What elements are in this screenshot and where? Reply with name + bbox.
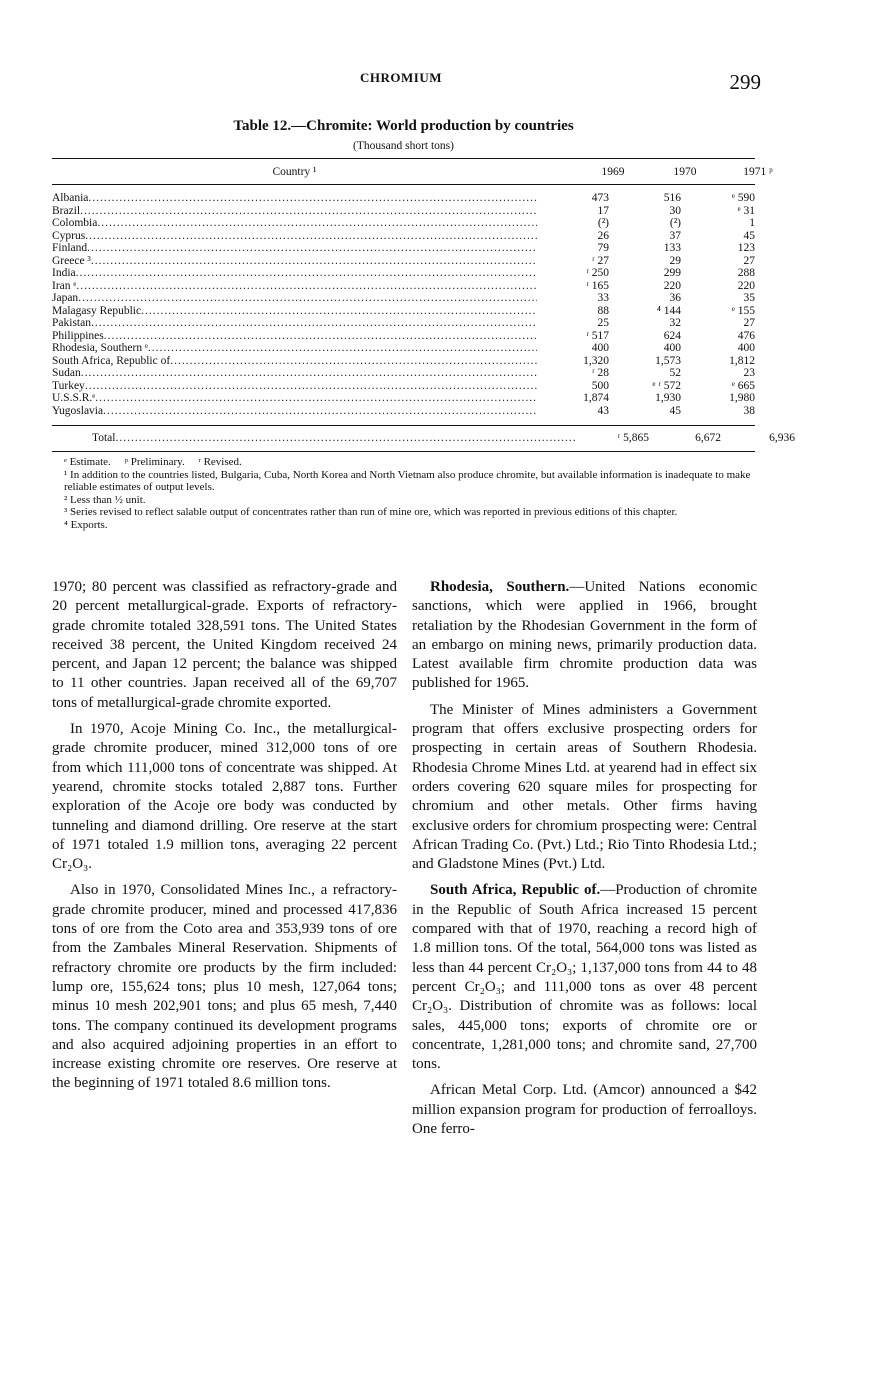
value-cell-1969: ʳ 517 — [586, 329, 609, 342]
value-cell-1971: 476 — [737, 329, 755, 342]
value-cell-1969: ʳ 28 — [592, 367, 609, 379]
country-cell: U.S.S.R.ᵉ ..... — [52, 392, 537, 405]
paragraph: African Metal Corp. Ltd. (Amcor) announced a $42 million expansion program for production of ferroalloys. One ferro- — [412, 1082, 757, 1138]
value-cell-1970: ᵉ ʳ 572 — [652, 379, 681, 392]
footnote-2: ² Less than ½ unit. — [64, 493, 146, 506]
table-row — [52, 267, 755, 280]
table-row — [52, 280, 755, 293]
production-table — [52, 158, 795, 452]
table-row — [52, 305, 755, 318]
country-cell: Japan ..... — [52, 292, 537, 305]
running-head: CHROMIUM — [360, 70, 442, 85]
table-row — [52, 330, 755, 343]
value-cell-1971: ᵉ 31 — [737, 204, 755, 217]
value-cell-1971: 45 — [743, 229, 755, 242]
footnote-1: ¹ In addition to the countries listed, Bulgaria, Cuba, North Korea and North Vietnam also produce chromite, but available information is inadequate to make reliable estimates of output levels. — [64, 468, 751, 493]
value-cell-1971: 38 — [743, 404, 755, 417]
paragraph: South Africa, Republic of.—Production of chromite in the Republic of South Africa increased 15 percent compared with that of 1970, reaching a record high of 1.8 million tons. Of the total, 564,000 tons was listed as less than 44 percent Cr₂O₃; 1,137,000 tons from 44 to 48 percent Cr₂O₃; and 111,000 tons as over 48 percent Cr₂O₃. Distribution of chromite was as follows: local sales, 445,000 tons; exports of chromite ore or concentrate, 1,281,000 tons; and chromite sand, 27,700 tons. — [412, 882, 757, 1073]
table-row — [52, 192, 755, 205]
value-cell-1970: 30 — [669, 204, 681, 217]
value-cell-1969: 25 — [597, 317, 609, 329]
value-cell-1970: 1,573 — [655, 354, 681, 367]
value-cell-1970: 29 — [669, 254, 681, 267]
country-cell: Sudan ..... — [52, 367, 537, 380]
value-cell-1970: 516 — [663, 192, 681, 204]
country-cell: Finland ..... — [52, 242, 537, 255]
table-row — [52, 205, 755, 218]
value-cell-1969: 500 — [591, 379, 609, 392]
value-cell-1969: ʳ 27 — [592, 254, 609, 267]
page-number: 299 — [729, 70, 761, 94]
table-row — [52, 217, 755, 230]
left-column — [52, 578, 397, 1101]
total-label: Total ..... — [52, 432, 577, 445]
right-column — [412, 578, 757, 1146]
country-cell: Turkey ..... — [52, 380, 537, 393]
value-cell-1969: 473 — [591, 192, 609, 204]
table-row — [52, 392, 755, 405]
value-cell-1971: 400 — [737, 342, 755, 354]
table-row — [52, 292, 755, 305]
table-subtitle: (Thousand short tons) — [353, 140, 454, 152]
value-cell-1971: 27 — [743, 317, 755, 329]
value-cell-1971: 35 — [743, 292, 755, 304]
value-cell-1969: 33 — [597, 292, 609, 304]
paragraph: The Minister of Mines administers a Government program that offers exclusive prospecting orders for prospecting in certain areas of Southern Rhodesia. Rhodesia Chrome Mines Ltd. at yearend had in effect six orders covering 620 square miles for prospecting for chromium and other metals. Other firms having exclusive orders for chromium prospecting were: Central African Trading Co. (Pvt.) Ltd.; Rio Tinto Rhodesia Ltd.; and Gladstone Mines (Pvt.) Ltd. — [412, 701, 757, 873]
table-title: Table 12.—Chromite: World production by countries — [233, 118, 574, 134]
country-cell: South Africa, Republic of ..... — [52, 355, 537, 368]
value-cell-1969: (²) — [597, 217, 609, 229]
country-cell: Yugoslavia ..... — [52, 405, 537, 418]
paragraph: Also in 1970, Consolidated Mines Inc., a refractory-grade chromite producer, mined and processed 417,836 tons of ore from the Coto area and 353,939 tons of ore from the Zambales Mineral Reservation. Shipments of refractory chromite ore products by the firm included: lump ore, 155,624 tons; plus 10 mesh, 127,064 tons; minus 10 mesh 202,901 tons; and plus 65 mesh, 7,440 tons. The company continued its development programs and also acquired adjoining properties in an effort to increase existing chromite ore reserves. Ore reserve at the beginning of 1971 totaled 8.6 million tons. — [52, 882, 397, 1092]
value-cell-1971: 23 — [743, 367, 755, 379]
total-1971: 6,936 — [769, 432, 795, 444]
table-row — [52, 255, 755, 268]
value-cell-1971: 27 — [743, 254, 755, 267]
value-cell-1970: 400 — [663, 342, 681, 354]
value-cell-1970: 32 — [669, 317, 681, 329]
section-heading: Rhodesia, Southern. — [430, 579, 570, 595]
value-cell-1970: 299 — [663, 267, 681, 279]
country-cell: Albania ..... — [52, 192, 537, 205]
footnote-3: ³ Series revised to reflect salable output of concentrates rather than run of mine ore, which was reported in previous editions of this chapter. — [64, 506, 678, 518]
country-cell: Malagasy Republic ..... — [52, 305, 537, 318]
country-cell: India ..... — [52, 267, 537, 280]
value-cell-1971: 1 — [749, 217, 755, 229]
table-row — [52, 380, 755, 393]
paragraph: In 1970, Acoje Mining Co. Inc., the metallurgical-grade chromite producer, mined 312,000 tons of ore from which 111,000 tons of concentrate was shipped. At yearend, chromite stocks totaled 2,887 tons. Further exploration of the Acoje ore body was conducted by tunneling and diamond drilling. Ore reserve at the start of 1971 totaled 1.9 million tons, averaging 22 percent Cr₂O₃. — [52, 721, 397, 873]
value-cell-1971: 220 — [737, 279, 755, 292]
table-row — [52, 242, 755, 255]
table-row — [52, 367, 755, 380]
value-cell-1971: 288 — [737, 267, 755, 279]
value-cell-1970: 52 — [669, 367, 681, 379]
country-cell: Iran ᵉ ..... — [52, 280, 537, 293]
country-cell: Pakistan ..... — [52, 317, 537, 330]
value-cell-1969: 1,874 — [583, 392, 609, 404]
header-1971: 1971 ᵖ — [743, 165, 773, 178]
value-cell-1971: 1,812 — [729, 354, 755, 367]
value-cell-1969: 400 — [591, 342, 609, 354]
header-country: Country ¹ — [272, 165, 317, 178]
table-total-row — [52, 425, 795, 452]
value-cell-1970: 36 — [669, 292, 681, 304]
value-cell-1970: 37 — [669, 229, 681, 242]
value-cell-1969: ʳ 165 — [586, 279, 609, 292]
value-cell-1970: 220 — [663, 279, 681, 292]
value-cell-1970: 45 — [669, 404, 681, 417]
country-cell: Greece ³ ..... — [52, 255, 537, 268]
value-cell-1970: 133 — [663, 242, 681, 254]
country-cell: Colombia ..... — [52, 217, 537, 230]
value-cell-1970: 624 — [663, 329, 681, 342]
value-cell-1971: 123 — [737, 242, 755, 254]
country-cell: Rhodesia, Southern ᵉ ..... — [52, 342, 537, 355]
table-row — [52, 230, 755, 243]
total-1969: ʳ 5,865 — [617, 432, 649, 444]
value-cell-1971: 1,980 — [729, 392, 755, 404]
country-cell: Philippines ..... — [52, 330, 537, 343]
value-cell-1969: 43 — [597, 404, 609, 417]
table-footnotes — [52, 456, 757, 531]
table-row — [52, 405, 755, 418]
country-cell: Brazil ..... — [52, 205, 537, 218]
value-cell-1971: ᵉ 590 — [731, 192, 755, 204]
header-1970: 1970 — [673, 165, 697, 178]
value-cell-1970: 1,930 — [655, 392, 681, 404]
table-row — [52, 342, 755, 355]
footnote-legend: ᵉ Estimate. ᵖ Preliminary. ʳ Revised. — [64, 456, 242, 468]
value-cell-1969: 17 — [597, 204, 609, 217]
value-cell-1971: ᵉ 155 — [731, 304, 755, 317]
value-cell-1971: ᵉ 665 — [731, 379, 755, 392]
value-cell-1969: 88 — [597, 304, 609, 317]
section-heading: South Africa, Republic of. — [430, 882, 601, 899]
total-1970: 6,672 — [695, 432, 721, 444]
header-1969: 1969 — [601, 165, 625, 178]
table-row — [52, 355, 755, 368]
value-cell-1970: ⁴ 144 — [656, 304, 681, 317]
footnote-4: ⁴ Exports. — [64, 518, 108, 531]
paragraph: Rhodesia, Southern.—United Nations economic sanctions, which were applied in 1966, brought retaliation by the Rhodesian Government in the form of an embargo on mining news, primarily production data. Latest available firm chromite production data was published for 1965. — [412, 579, 758, 692]
value-cell-1970: (²) — [669, 217, 681, 229]
value-cell-1969: 26 — [597, 229, 609, 242]
table-row — [52, 317, 755, 330]
table-body — [52, 185, 755, 417]
value-cell-1969: 79 — [597, 242, 609, 254]
country-cell: Cyprus ..... — [52, 230, 537, 243]
paragraph: 1970; 80 percent was classified as refractory-grade and 20 percent metallurgical-grade. Exports of refractory-grade chromite totaled 328,591 tons. The United States received 38 percent, the United Kingdom received 24 percent, and Japan 12 percent; the balance was shipped to 11 other countries. Japan received all of the 69,707 tons of metallurgical-grade chromite exported. — [52, 579, 397, 711]
table-header-row — [52, 159, 773, 185]
value-cell-1969: 1,320 — [583, 354, 609, 367]
value-cell-1969: ʳ 250 — [586, 267, 609, 279]
